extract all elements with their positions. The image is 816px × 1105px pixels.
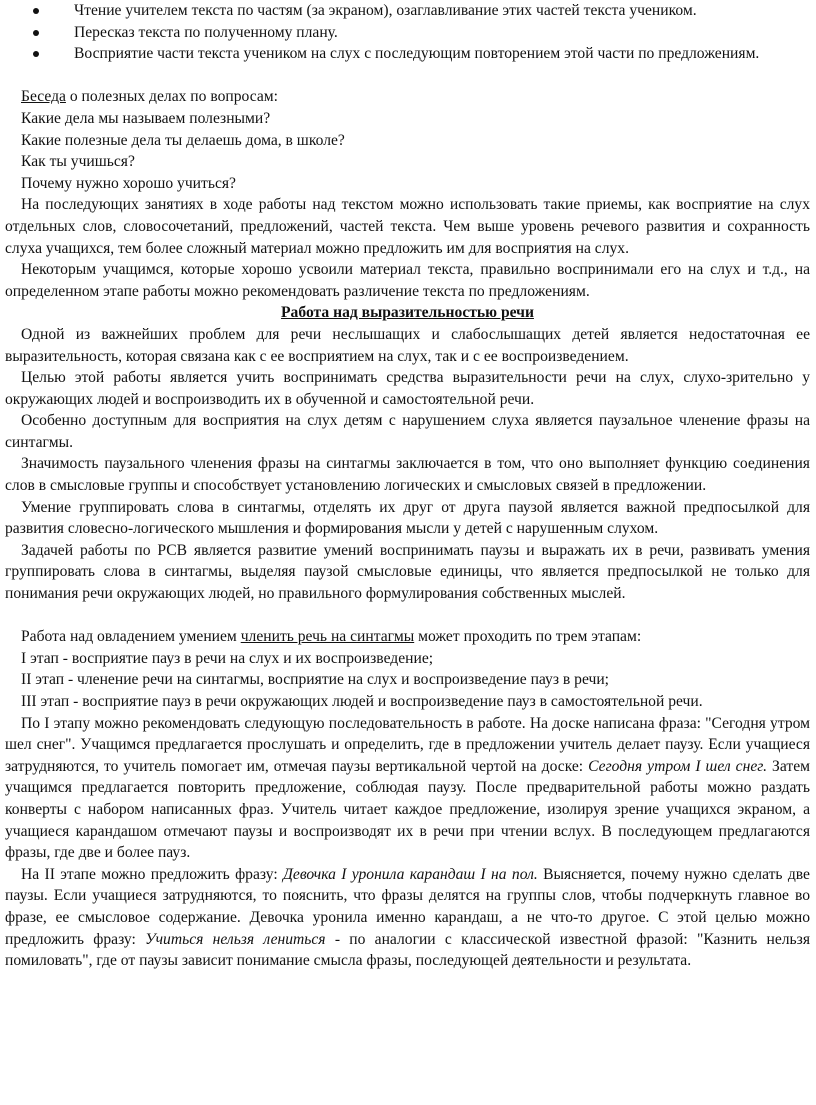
body-paragraph: Задачей работы по РСВ является развитие умений воспринимать паузы и выражать их в речи, развивать умения группировать слова в синтагмы, выделяя паузой смысловые единицы, что является предпосылкой не только для понимания речи окружающих людей, но правильного формулирования собственных мыслей. xyxy=(5,541,810,603)
section-heading: Работа над выразительностью речи xyxy=(281,304,534,322)
spacer xyxy=(5,65,810,87)
spacer xyxy=(5,605,810,627)
stage2-paragraph: На II этапе можно предложить фразу: Девочка I уронила карандаш I на пол. Выясняется, почему нужно сделать две паузы. Если учащиеся затрудняются, то пояснить, что фразы делятся на группы слов, чтобы подчеркнуть главное во фразе, ее смысловое содержание. Девочка уронила именно карандаш, а не что-то другое. С этой целью можно предложить фразу: Учиться нельзя лениться - по аналогии с классической известной фразой: "Казнить нельзя помиловать", где от паузы зависит понимание смысла фразы, последующей деятельности и результата. xyxy=(5,865,810,970)
bullet-item: Чтение учителем текста по частям (за экраном), озаглавливание этих частей текста учеником. xyxy=(5,0,810,22)
question-line: Какие полезные дела ты делаешь дома, в школе? xyxy=(21,131,345,149)
body-paragraph: Значимость паузального членения фразы на синтагмы заключается в том, что оно выполняет функцию соединения слов в смысловые группы и способствует установлению логических и смысловых связей в предложении. xyxy=(5,455,810,495)
bullet-item: Восприятие части текста учеником на слух с последующим повторением этой части по предложениям. xyxy=(5,43,810,65)
bullet-dot-icon xyxy=(33,30,39,36)
body-paragraph: На последующих занятиях в ходе работы над текстом можно использовать такие приемы, как восприятие на слух отдельных слов, словосочетаний, предложений, частей текста. Чем выше уровень речевого развития и сохранность слуха учащихся, тем более сложный материал можно предложить им для восприятия на слух. xyxy=(5,196,810,257)
stage-line: III этап - восприятие пауз в речи окружающих людей и воспроизведение пауз в самостоятельной речи. xyxy=(21,693,703,710)
conversation-intro: Беседа о полезных делах по вопросам: xyxy=(21,88,278,106)
question-line: Как ты учишься? xyxy=(21,153,135,171)
stages-intro: Работа над овладением умением членить речь на синтагмы может проходить по трем этапам: xyxy=(21,628,642,646)
bullet-dot-icon xyxy=(33,51,39,57)
bullet-list xyxy=(5,0,810,65)
body-paragraph: Некоторым учащимся, которые хорошо усвоили материал текста, правильно воспринимали его на слух и т.д., на определенном этапе работы можно рекомендовать различение текста по предложениям. xyxy=(5,261,810,300)
body-paragraph: Одной из важнейших проблем для речи неслышащих и слабослышащих детей является недостаточная ее выразительность, которая связана как с ее восприятием на слух, так и с ее воспроизведением. xyxy=(5,325,810,365)
stage-line: I этап - восприятие пауз в речи на слух и их воспроизведение; xyxy=(21,649,434,667)
question-line: Почему нужно хорошо учиться? xyxy=(21,174,236,192)
bullet-item: Пересказ текста по полученному плану. xyxy=(5,22,810,44)
stage1-paragraph: По I этапу можно рекомендовать следующую последовательность в работе. На доске написана фраза: "Сегодня утром шел снег". Учащимся предлагается прослушать и определить, где в предложении учитель делает паузу. Если учащиеся затрудняются, то учитель помогает им, отмечая паузы вертикальной чертой на доске: Сегодня утром I шел снег. Затем учащимся предлагается повторить предложение, соблюдая паузу. После предварительной работы можно раздать конверты с набором написанных фраз. Учитель читает каждое предложение, изолируя зрение учащихся экраном, а учащиеся карандашом отмечают паузы и воспроизводят их в речи при чтении вслух. В последующем предлагаются фразы, где две и более пауз. xyxy=(5,714,810,862)
body-paragraph: Целью этой работы является учить воспринимать средства выразительности речи на слух, слухо-зрительно у окружающих людей и воспроизводить их в обученной и самостоятельной речи. xyxy=(5,369,810,408)
body-paragraph: Особенно доступным для восприятия на слух детям с нарушением слуха является паузальное членение фразы на синтагмы. xyxy=(5,412,810,451)
question-line: Какие дела мы называем полезными? xyxy=(21,109,271,127)
body-paragraph: Умение группировать слова в синтагмы, отделять их друг от друга паузой является важной предпосылкой для развития словесно-логического мышления и формирования мысли у детей с нарушенным слухом. xyxy=(5,498,810,538)
bullet-dot-icon xyxy=(33,8,39,14)
stage-line: II этап - членение речи на синтагмы, восприятие на слух и воспроизведение пауз в речи; xyxy=(21,671,610,689)
